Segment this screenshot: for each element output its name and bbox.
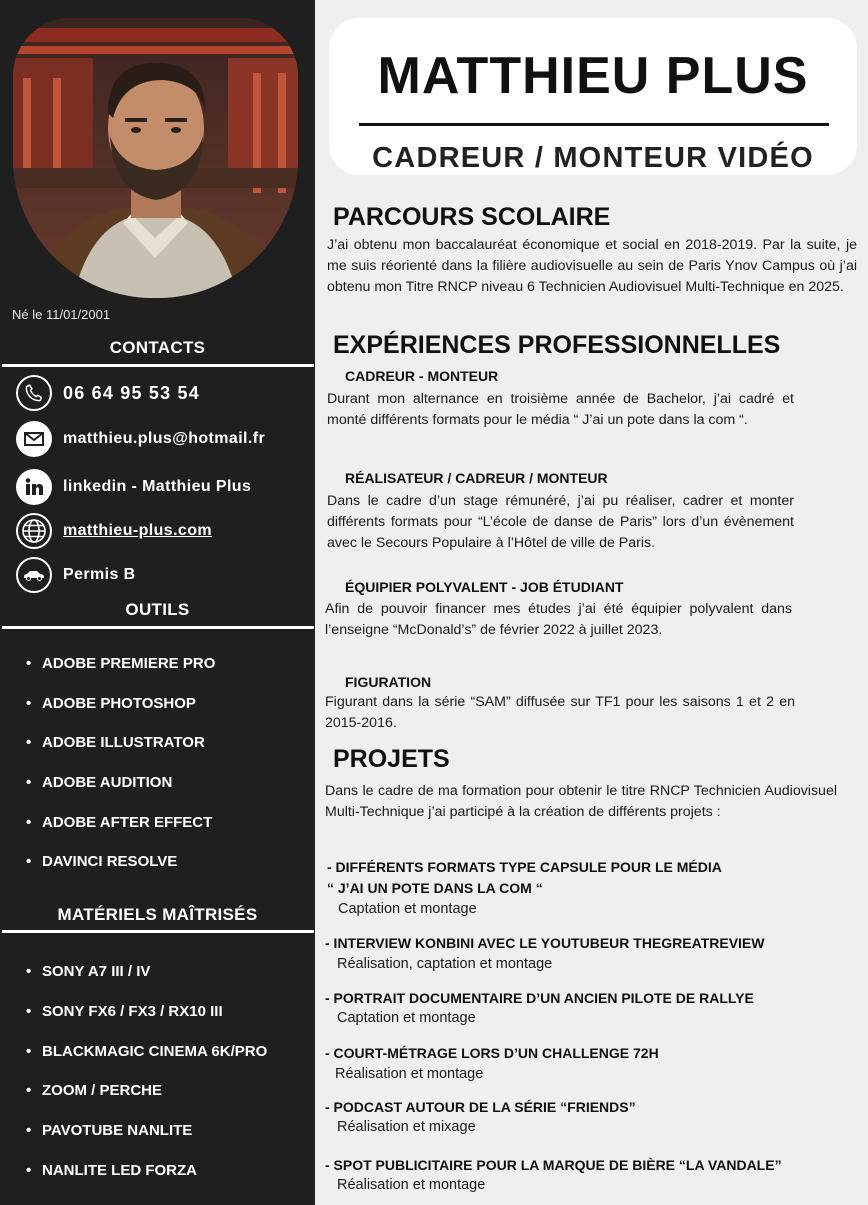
portrait-illustration	[13, 18, 298, 298]
equipment-item: • BLACKMAGIC CINEMA 6K/PRO	[26, 1043, 267, 1060]
experience-text: Figurant dans la série “SAM” diffusée sur TF1 pour les saisons 1 et 2 en 2015-2016.	[325, 694, 795, 731]
equipment-item: • NANLITE LED FORZA	[26, 1162, 197, 1179]
project-title: - SPOT PUBLICITAIRE POUR LA MARQUE DE BIÈRE “LA VANDALE”	[325, 1157, 782, 1173]
contact-website[interactable]	[16, 513, 212, 549]
contacts-divider	[2, 364, 314, 367]
email-address: matthieu.plus@hotmail.fr	[63, 430, 266, 447]
education-heading: PARCOURS SCOLAIRE	[333, 203, 611, 231]
contact-email[interactable]	[16, 421, 265, 457]
tool-item: • DAVINCI RESOLVE	[26, 853, 177, 870]
project-title: - INTERVIEW KONBINI AVEC LE YOUTUBEUR THEGREATREVIEW	[325, 935, 765, 951]
tool-item: • ADOBE AFTER EFFECT	[26, 814, 212, 831]
experience-text: Afin de pouvoir financer mes études j’ai été équipier polyvalent dans l’enseigne “McDonald’s” de février 2022 à juillet 2023.	[325, 601, 792, 638]
projects-heading: PROJETS	[333, 745, 450, 773]
project-desc: Réalisation et montage	[337, 1177, 486, 1193]
project-desc: Réalisation et mixage	[337, 1119, 476, 1135]
tool-item: • ADOBE PHOTOSHOP	[26, 695, 196, 712]
project-desc: Captation et montage	[338, 901, 477, 917]
equipment-heading: MATÉRIELS MAÎTRISÉS	[57, 905, 258, 924]
linkedin-icon	[16, 469, 52, 505]
experience-title: CADREUR - MONTEUR	[345, 368, 499, 384]
birth-date: Né le 11/01/2001	[12, 307, 111, 322]
projects-intro: Dans le cadre de ma formation pour obtenir le titre RNCP Technicien Audiovisuel Multi-Technique j’ai participé à la création de différents projets :	[325, 783, 837, 820]
globe-icon	[16, 513, 52, 549]
job-title: CADREUR / MONTEUR VIDÉO	[372, 142, 814, 174]
education-text: J’ai obtenu mon baccalauréat économique et social en 2018-2019. Par la suite, je me suis réorienté dans la filière audiovisuelle au sein de Paris Ynov Campus où j’ai obtenu mon Titre RNCP niveau 6 Technicien Audiovisuel Multi-Technique en 2025.	[327, 237, 857, 295]
project-title: - DIFFÉRENTS FORMATS TYPE CAPSULE POUR LE MÉDIA	[327, 859, 722, 875]
contacts-heading: CONTACTS	[109, 338, 206, 357]
tool-item: • ADOBE AUDITION	[26, 774, 172, 791]
experience-title: FIGURATION	[345, 674, 432, 690]
profile-photo	[13, 18, 298, 298]
experience-title: ÉQUIPIER POLYVALENT - JOB ÉTUDIANT	[345, 579, 624, 595]
website-link[interactable]: matthieu-plus.com	[63, 522, 213, 539]
tool-item: • ADOBE PREMIERE PRO	[26, 655, 215, 672]
car-icon	[16, 557, 52, 593]
equipment-item: • SONY FX6 / FX3 / RX10 III	[26, 1003, 223, 1020]
contact-linkedin[interactable]	[16, 469, 251, 505]
title-divider	[359, 123, 829, 126]
contact-phone[interactable]	[16, 375, 200, 411]
project-title: - PODCAST AUTOUR DE LA SÉRIE “FRIENDS”	[325, 1099, 636, 1115]
experience-title: RÉALISATEUR / CADREUR / MONTEUR	[345, 470, 608, 486]
mail-icon	[16, 421, 52, 457]
tool-item: • ADOBE ILLUSTRATOR	[26, 734, 205, 751]
project-title: - COURT-MÉTRAGE LORS D’UN CHALLENGE 72H	[325, 1045, 659, 1061]
equipment-divider	[2, 930, 314, 933]
project-title-line2: “ J’AI UN POTE DANS LA COM “	[327, 880, 543, 896]
phone-number: 06 64 95 53 54	[63, 382, 200, 403]
tools-heading: OUTILS	[125, 600, 190, 619]
page-title: MATTHIEU PLUS	[377, 47, 809, 105]
project-desc: Réalisation, captation et montage	[337, 956, 553, 972]
name-card	[329, 18, 857, 175]
project-title: - PORTRAIT DOCUMENTAIRE D’UN ANCIEN PILOTE DE RALLYE	[325, 990, 754, 1006]
tools-divider	[2, 626, 314, 629]
equipment-item: • PAVOTUBE NANLITE	[26, 1122, 192, 1139]
contact-license	[16, 557, 136, 593]
experience-text: Durant mon alternance en troisième année de Bachelor, j’ai cadré et monté différents formats pour le média “ J’ai un pote dans la com “.	[327, 391, 794, 428]
equipment-item: • ZOOM / PERCHE	[26, 1082, 162, 1099]
driving-license: Permis B	[63, 566, 136, 583]
experience-heading: EXPÉRIENCES PROFESSIONNELLES	[333, 331, 781, 359]
phone-icon	[16, 375, 52, 411]
sidebar	[0, 0, 315, 1205]
equipment-item: • SONY A7 III / IV	[26, 963, 150, 980]
experience-text: Dans le cadre d’un stage rémunéré, j’ai pu réaliser, cadrer et monter différents formats pour “L’école de danse de Paris” lors d’un évènement avec le Secours Populaire à l’Hôtel de ville de Paris.	[327, 493, 794, 551]
project-desc: Captation et montage	[337, 1010, 476, 1026]
project-desc: Réalisation et montage	[335, 1066, 484, 1082]
linkedin-name: linkedin - Matthieu Plus	[63, 478, 252, 495]
